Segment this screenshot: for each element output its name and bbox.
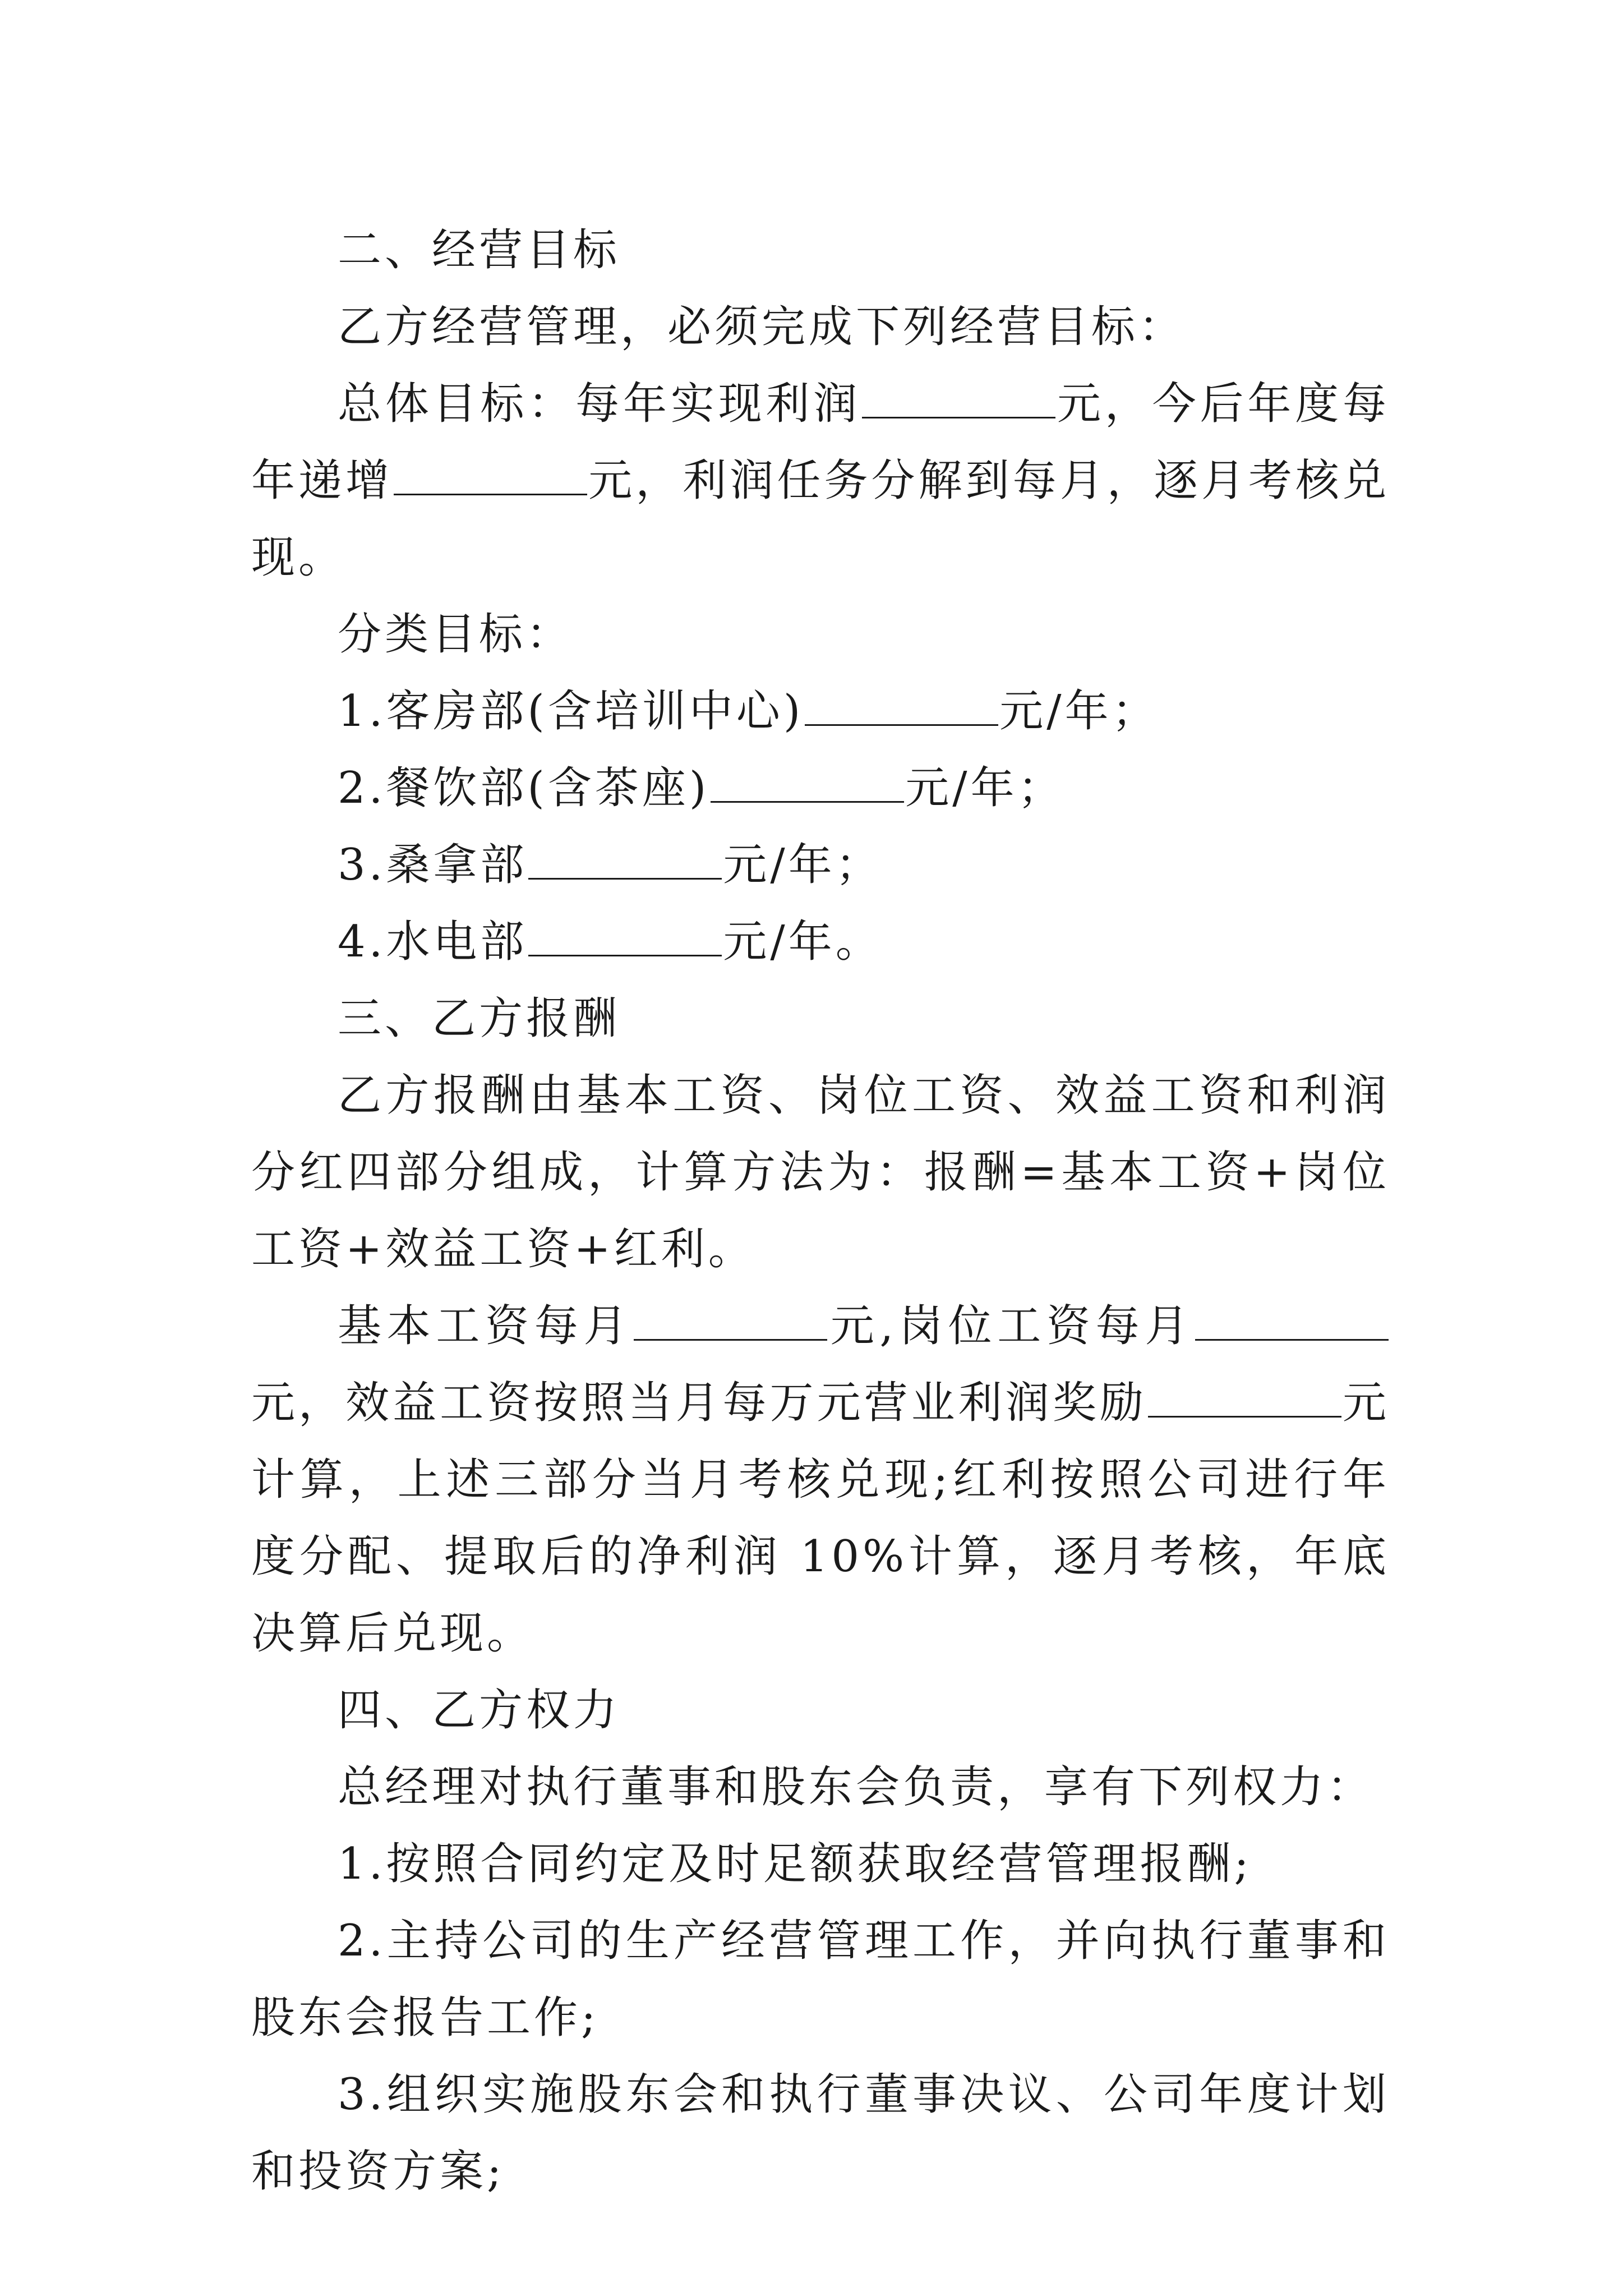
business-goals-intro: 乙方经营管理，必须完成下列经营目标： (338, 302, 1186, 352)
position-salary-label: 元,岗位工资每月 (828, 1301, 1194, 1351)
overall-goal-prefix: 总体目标：每年实现利润 (338, 379, 861, 429)
base-salary-label: 基本工资每月 (338, 1301, 633, 1351)
rights-intro: 总经理对执行董事和股东会负责，享有下列权力： (338, 1762, 1375, 1812)
section-heading-compensation: 三、乙方报酬 (338, 993, 621, 1044)
performance-bonus-blank[interactable] (1148, 1381, 1341, 1418)
category-goal-item (251, 904, 1390, 981)
performance-salary-label: 元，效益工资按照当月每万元营业利润奖励 (251, 1378, 1147, 1428)
category-goal-item (251, 827, 1390, 904)
category-goal-unit: 元/年。 (723, 917, 883, 967)
overall-goal (251, 366, 1390, 596)
category-goal-blank[interactable] (528, 843, 722, 880)
base-salary-blank[interactable] (634, 1304, 827, 1341)
category-goal-name: 2.餐饮部(含茶座) (338, 763, 710, 813)
increment-blank[interactable] (394, 459, 587, 495)
category-goals-label: 分类目标： (338, 609, 574, 660)
category-goal-name: 4.水电部 (338, 917, 528, 967)
category-goal-unit: 元/年； (723, 840, 883, 890)
category-goal-unit: 元/年； (999, 686, 1159, 737)
position-salary-blank[interactable] (1195, 1304, 1389, 1341)
section-heading-rights: 四、乙方权力 (338, 1685, 621, 1736)
profit-blank[interactable] (862, 382, 1055, 418)
rights-item: 3.组织实施股东会和执行董事决议、公司年度计划和投资方案; (251, 2069, 1390, 2197)
category-goal-item (251, 673, 1390, 750)
category-goal-name: 3.桑拿部 (338, 840, 528, 890)
compensation-detail-tail: 元计算，上述三部分当月考核兑现;红利按照公司进行年度分配、提取后的净利润 10%计算，逐月考核，年底决算后兑现。 (251, 1378, 1390, 1659)
rights-item: 2.主持公司的生产经营管理工作，并向执行董事和股东会报告工作; (251, 1916, 1390, 2043)
section-heading-business-goals: 二、经营目标 (338, 225, 621, 275)
category-goal-blank[interactable] (528, 920, 722, 956)
compensation-detail (251, 1288, 1390, 1672)
rights-item: 1.按照合同约定及时足额获取经营管理报酬; (338, 1839, 1252, 1889)
document-body (251, 212, 1390, 2210)
category-goal-unit: 元/年； (905, 763, 1065, 813)
category-goal-blank[interactable] (805, 689, 998, 726)
category-goal-item (251, 750, 1390, 827)
overall-goal-middle: 元，今后年度每年递增 (251, 379, 1390, 506)
compensation-composition: 乙方报酬由基本工资、岗位工资、效益工资和利润分红四部分组成，计算方法为：报酬=基本工资+岗位工资+效益工资+红利。 (251, 1070, 1390, 1274)
category-goal-blank[interactable] (711, 766, 904, 803)
overall-goal-suffix: 元，利润任务分解到每月，逐月考核兑现。 (251, 455, 1390, 583)
category-goal-name: 1.客房部(含培训中心) (338, 686, 804, 737)
